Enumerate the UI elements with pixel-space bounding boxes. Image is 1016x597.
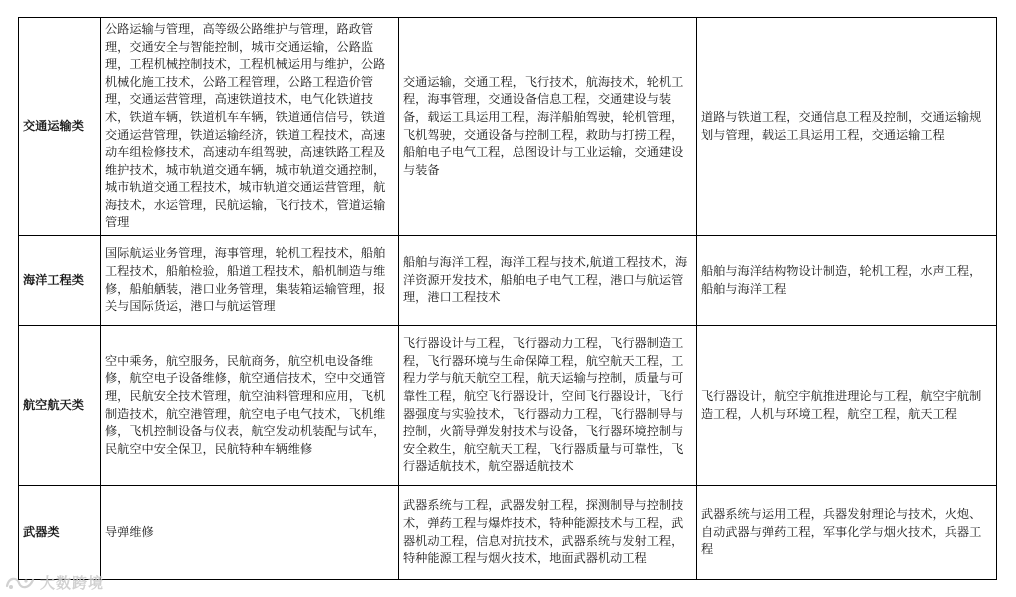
table-row <box>19 486 997 580</box>
undergrad-majors-cell: 船舶与海洋工程，海洋工程与技术,航道工程技术，海洋资源开发技术，船舶电子电气工程，港口与航运管理，港口工程技术 <box>399 236 697 326</box>
graduate-majors-cell: 船舶与海洋结构物设计制造，轮机工程，水声工程，船舶与海洋工程 <box>697 236 997 326</box>
category-cell: 武器类 <box>19 486 101 580</box>
vocational-majors-cell: 公路运输与管理，高等级公路维护与管理，路政管理，交通安全与智能控制，城市交通运输，公路监理，工程机械控制技术，工程机械运用与维护，公路机械化施工技术，公路工程管理，公路工程造价管理，交通运营管理，高速铁道技术，电气化铁道技术，铁道车辆，铁道机车车辆，铁道通信信号，铁道交通运营管理，铁道运输经济，铁道工程技术，高速动车组检修技术，高速动车组驾驶，高速铁路工程及维护技术，城市轨道交通车辆，城市轨道交通控制，城市轨道交通工程技术，城市轨道交通运营管理，航海技术，水运管理，民航运输，飞行技术，管道运输管理 <box>101 18 399 236</box>
table-row <box>19 18 997 236</box>
table-row <box>19 236 997 326</box>
undergrad-majors-cell: 武器系统与工程，武器发射工程，探测制导与控制技术，弹药工程与爆炸技术，特种能源技术与工程，武器机动工程，信息对抗技术，武器系统与发射工程，特种能源工程与烟火技术，地面武器机动工程 <box>399 486 697 580</box>
vocational-majors-cell: 空中乘务，航空服务，民航商务，航空机电设备维修，航空电子设备维修，航空通信技术，空中交通管理，民航安全技术管理，航空油料管理和应用，飞机制造技术，航空港管理，航空电子电气技术，飞机维修，飞机控制设备与仪表，航空发动机装配与试车，民航空中安全保卫，民航特种车辆维修 <box>101 326 399 486</box>
undergrad-majors-cell: 交通运输，交通工程，飞行技术，航海技术，轮机工程，海事管理，交通设备信息工程，交通建设与装备，载运工具运用工程，海洋船舶驾驶，轮机管理，飞机驾驶，交通设备与控制工程，救助与打捞工程，船舶电子电气工程，总图设计与工业运输，交通建设与装备 <box>399 18 697 236</box>
category-cell: 航空航天类 <box>19 326 101 486</box>
category-cell: 海洋工程类 <box>19 236 101 326</box>
vocational-majors-cell: 导弹维修 <box>101 486 399 580</box>
table-row <box>19 326 997 486</box>
graduate-majors-cell: 武器系统与运用工程，兵器发射理论与技术，火炮、自动武器与弹药工程，军事化学与烟火技术，兵器工程 <box>697 486 997 580</box>
watermark-logo-icon <box>4 574 38 592</box>
category-cell: 交通运输类 <box>19 18 101 236</box>
watermark <box>4 572 104 593</box>
vocational-majors-cell: 国际航运业务管理，海事管理，轮机工程技术，船舶工程技术，船舶检验，船道工程技术，船机制造与维修，船舶舾装，港口业务管理，集装箱运输管理，报关与国际货运，港口与航运管理 <box>101 236 399 326</box>
majors-table <box>18 17 997 580</box>
graduate-majors-cell: 道路与铁道工程，交通信息工程及控制，交通运输规划与管理，载运工具运用工程，交通运输工程 <box>697 18 997 236</box>
undergrad-majors-cell: 飞行器设计与工程，飞行器动力工程，飞行器制造工程，飞行器环境与生命保障工程，航空航天工程，工程力学与航天航空工程，航天运输与控制，质量与可靠性工程，航空飞行器设计，空间飞行器设计，飞行器强度与实验技术，飞行器动力工程，飞行器制导与控制，火箭导弹发射技术与设备，飞行器环境控制与安全救生，航空航天工程，飞行器质量与可靠性，飞行器适航技术，航空器适航技术 <box>399 326 697 486</box>
graduate-majors-cell: 飞行器设计，航空宇航推进理论与工程，航空宇航制造工程，人机与环境工程，航空工程，航天工程 <box>697 326 997 486</box>
watermark-text: 大数跨境 <box>40 574 105 592</box>
